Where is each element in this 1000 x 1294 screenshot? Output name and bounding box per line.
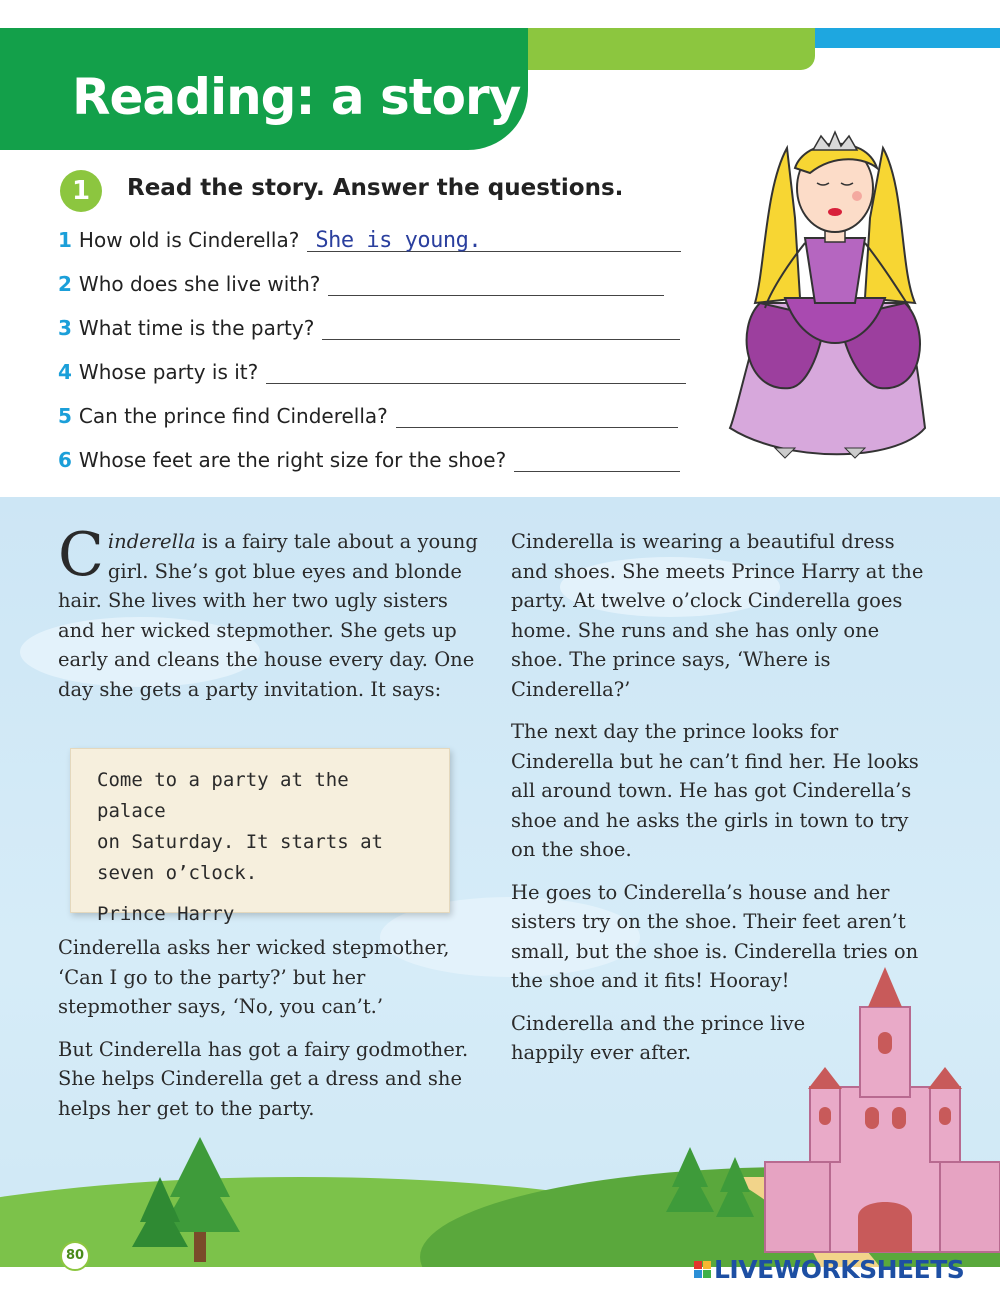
invitation-signature: Prince Harry	[97, 903, 235, 925]
question-number: 2	[58, 272, 72, 296]
question-text: Whose feet are the right size for the shoe?	[78, 448, 507, 472]
answer-field-2[interactable]	[328, 274, 664, 296]
story-paragraph: He goes to Cinderella’s house and her sisters try on the shoe. Their feet aren’t small, but the shoe is. Cinderella tries on the shoe and it fits! Hooray!	[511, 880, 919, 992]
question-number: 4	[58, 360, 72, 384]
story-column-left	[58, 520, 478, 717]
question-text: Whose party is it?	[78, 360, 259, 384]
story-paragraph: Cinderella and the prince live happily ever after.	[511, 1011, 806, 1064]
answer-text: She is young.	[315, 228, 482, 253]
drop-cap: C	[58, 520, 104, 590]
question-row	[58, 448, 680, 472]
cinderella-illustration	[725, 128, 945, 473]
exercise-number-badge: 1	[60, 170, 102, 212]
question-row	[58, 272, 664, 296]
question-number: 1	[58, 228, 72, 252]
exercise-instruction: Read the story. Answer the questions.	[127, 175, 624, 201]
story-paragraph: Cinderella is a fairy tale about a young girl. She’s got blue eyes and blonde hair. She lives with her two ugly sisters and her wicked stepmother. She gets up early and cleans the house every day. One day she gets a party invitation. It says:	[58, 520, 478, 701]
answer-field-6[interactable]	[514, 450, 680, 472]
invitation-note: Come to a party at the palace on Saturday. It starts at seven o’clock. Prince Harry	[70, 748, 450, 913]
question-row	[58, 360, 686, 384]
liveworksheets-icon	[694, 1261, 711, 1278]
answer-field-5[interactable]	[396, 406, 678, 428]
story-column-left-bottom	[58, 933, 478, 1136]
page-title: Reading: a story	[72, 68, 521, 126]
question-text: Who does she live with?	[78, 272, 321, 296]
question-text: Can the prince find Cinderella?	[78, 404, 388, 428]
liveworksheets-logo: LIVEWORKSHEETS	[694, 1255, 964, 1284]
story-paragraph: The next day the prince looks for Cinderella but he can’t find her. He looks all around town. He has got Cinderella’s shoe and he asks the girls in town to try on the shoe.	[511, 720, 919, 861]
story-paragraph: Cinderella asks her wicked stepmother, ‘Can I go to the party?’ but her stepmother says, ‘No, you can’t.’	[58, 936, 450, 1018]
story-column-right	[511, 527, 931, 1081]
question-row	[58, 404, 678, 428]
story-paragraph: Cinderella is wearing a beautiful dress and shoes. She meets Prince Harry at the party. At twelve o’clock Cinderella goes home. She runs and she has only one shoe. The prince says, ‘Where is Cinderella?’	[511, 530, 924, 701]
answer-field-1[interactable]	[307, 230, 681, 252]
question-text: What time is the party?	[78, 316, 315, 340]
question-number: 5	[58, 404, 72, 428]
page-number: 80	[60, 1241, 90, 1271]
answer-field-4[interactable]	[266, 362, 686, 384]
story-paragraph: But Cinderella has got a fairy godmother. She helps Cinderella get a dress and she helps her get to the party.	[58, 1037, 469, 1120]
question-text: How old is Cinderella?	[78, 228, 300, 252]
answer-field-3[interactable]	[322, 318, 680, 340]
header-lime-band	[480, 28, 815, 70]
question-row	[58, 316, 680, 340]
question-number: 6	[58, 448, 72, 472]
question-row	[58, 228, 681, 252]
question-number: 3	[58, 316, 72, 340]
